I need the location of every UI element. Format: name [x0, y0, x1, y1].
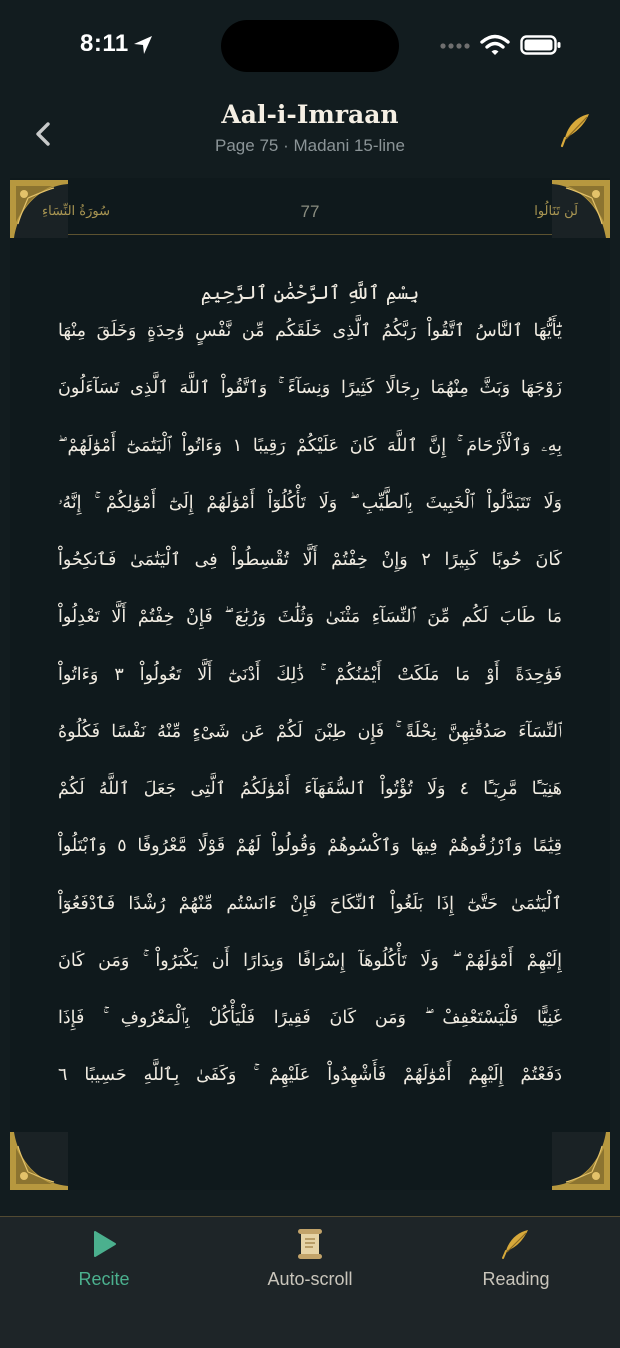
quran-line: فَوَٰحِدَةً أَوْ مَا مَلَكَتْ أَيْمَٰنُكُمْ ۚ ذَٰلِكَ أَدْنَىٰٓ أَلَّا تَعُولُواْ ٣ وَءَاتُواْ	[58, 665, 562, 685]
tab-auto-scroll[interactable]	[220, 1227, 400, 1297]
wifi-icon	[480, 34, 510, 56]
header-divider	[68, 234, 552, 235]
status-time: 8:11	[80, 30, 129, 57]
mushaf-page	[10, 178, 610, 1190]
surah-title: Aal-i-Imraan	[221, 100, 399, 129]
quran-line: غَنِيًّا فَلْيَسْتَعْفِفْ ۖ وَمَن كَانَ فَقِيرًا فَلْيَأْكُلْ بِٱلْمَعْرُوفِ ۚ فَإِذَا	[58, 1008, 562, 1028]
tab-auto-scroll-label: Auto-scroll	[267, 1269, 353, 1289]
corner-ornament-icon	[552, 1132, 610, 1190]
page-header	[10, 200, 610, 234]
play-icon	[87, 1227, 121, 1261]
quran-line: بِهِۦ وَٱلْأَرْحَامَ ۚ إِنَّ ٱللَّهَ كَانَ عَلَيْكُمْ رَقِيبًا ١ وَءَاتُواْ ٱلْيَتَٰمَىٰٓ أَمْوَٰلَهُمْ ۖ	[58, 436, 562, 456]
juz-name-header: لَن تَنَالُوا	[534, 204, 578, 219]
page-subtitle: Page 75 · Madani 15-line	[215, 136, 405, 155]
tab-recite-label: Recite	[78, 1269, 130, 1289]
quran-line: دَفَعْتُمْ إِلَيْهِمْ أَمْوَٰلَهُمْ فَأَشْهِدُواْ عَلَيْهِمْ ۚ وَكَفَىٰ بِٱللَّهِ حَسِيبًا ٦	[58, 1065, 562, 1085]
quran-line: إِلَيْهِمْ أَمْوَٰلَهُمْ ۖ وَلَا تَأْكُلُوهَآ إِسْرَافًا وَبِدَارًا أَن يَكْبَرُواْ ۚ وَمَن كَانَ	[58, 951, 562, 971]
scroll-icon	[293, 1227, 327, 1261]
quran-line: مَا طَابَ لَكُم مِّنَ ٱلنِّسَآءِ مَثْنَىٰ وَثُلَٰثَ وَرُبَٰعَ ۖ فَإِنْ خِفْتُمْ أَلَّا تَعْدِلُواْ	[58, 607, 562, 627]
quran-line: هَنِيٓـًٔا مَّرِيٓـًٔا ٤ وَلَا تُؤْتُواْ ٱلسُّفَهَآءَ أَمْوَٰلَكُمُ ٱلَّتِى جَعَلَ ٱللَّهُ لَكُمْ	[58, 779, 562, 799]
reading-mode-button[interactable]	[556, 110, 596, 150]
tab-bar	[0, 1216, 620, 1348]
quran-line: يَٰٓأَيُّهَا ٱلنَّاسُ ٱتَّقُواْ رَبَّكُمُ ٱلَّذِى خَلَقَكُم مِّن نَّفْسٍ وَٰحِدَةٍ وَخَلَقَ مِنْهَا	[58, 321, 562, 341]
quran-line: ٱلْيَتَٰمَىٰ حَتَّىٰٓ إِذَا بَلَغُواْ ٱلنِّكَاحَ فَإِنْ ءَانَسْتُم مِّنْهُمْ رُشْدًا فَٱدْفَعُوٓاْ	[58, 894, 562, 914]
status-bar	[0, 0, 620, 92]
battery-icon	[520, 34, 562, 56]
dynamic-island	[221, 20, 399, 72]
navigation-bar	[0, 92, 620, 172]
cellular-signal-icon	[440, 40, 472, 52]
tab-reading[interactable]	[426, 1227, 606, 1297]
tab-reading-label: Reading	[482, 1269, 550, 1289]
location-arrow-icon	[132, 34, 154, 56]
corner-ornament-icon	[10, 1132, 68, 1190]
quran-line: كَانَ حُوبًا كَبِيرًا ٢ وَإِنْ خِفْتُمْ أَلَّا تُقْسِطُواْ فِى ٱلْيَتَٰمَىٰ فَٱنكِحُواْ	[58, 550, 562, 570]
basmala: بِسْمِ ٱللَّهِ ٱلرَّحْمَٰنِ ٱلرَّحِيمِ	[200, 282, 420, 304]
surah-name-header: سُورَةُ النِّسَاءِ	[42, 204, 110, 219]
page-number: 77	[300, 202, 320, 221]
quill-icon	[556, 110, 596, 150]
tab-recite[interactable]	[14, 1227, 194, 1297]
quran-line: وَلَا تَتَبَدَّلُواْ ٱلْخَبِيثَ بِٱلطَّيِّبِ ۖ وَلَا تَأْكُلُوٓاْ أَمْوَٰلَهُمْ إِلَىٰٓ أَمْوَٰلِكُمْ ۚ إِنَّهُۥ	[58, 493, 562, 513]
quill-icon	[499, 1227, 533, 1261]
quran-line: ٱلنِّسَآءَ صَدُقَٰتِهِنَّ نِحْلَةً ۚ فَإِن طِبْنَ لَكُمْ عَن شَىْءٍ مِّنْهُ نَفْسًا فَكُلُوهُ	[58, 722, 562, 742]
quran-line: قِيَٰمًا وَٱرْزُقُوهُمْ فِيهَا وَٱكْسُوهُمْ وَقُولُواْ لَهُمْ قَوْلًا مَّعْرُوفًا ٥ وَٱبْتَلُواْ	[58, 836, 562, 856]
quran-line: زَوْجَهَا وَبَثَّ مِنْهُمَا رِجَالًا كَثِيرًا وَنِسَآءً ۚ وَٱتَّقُواْ ٱللَّهَ ٱلَّذِى تَسَآءَلُونَ	[58, 378, 562, 398]
